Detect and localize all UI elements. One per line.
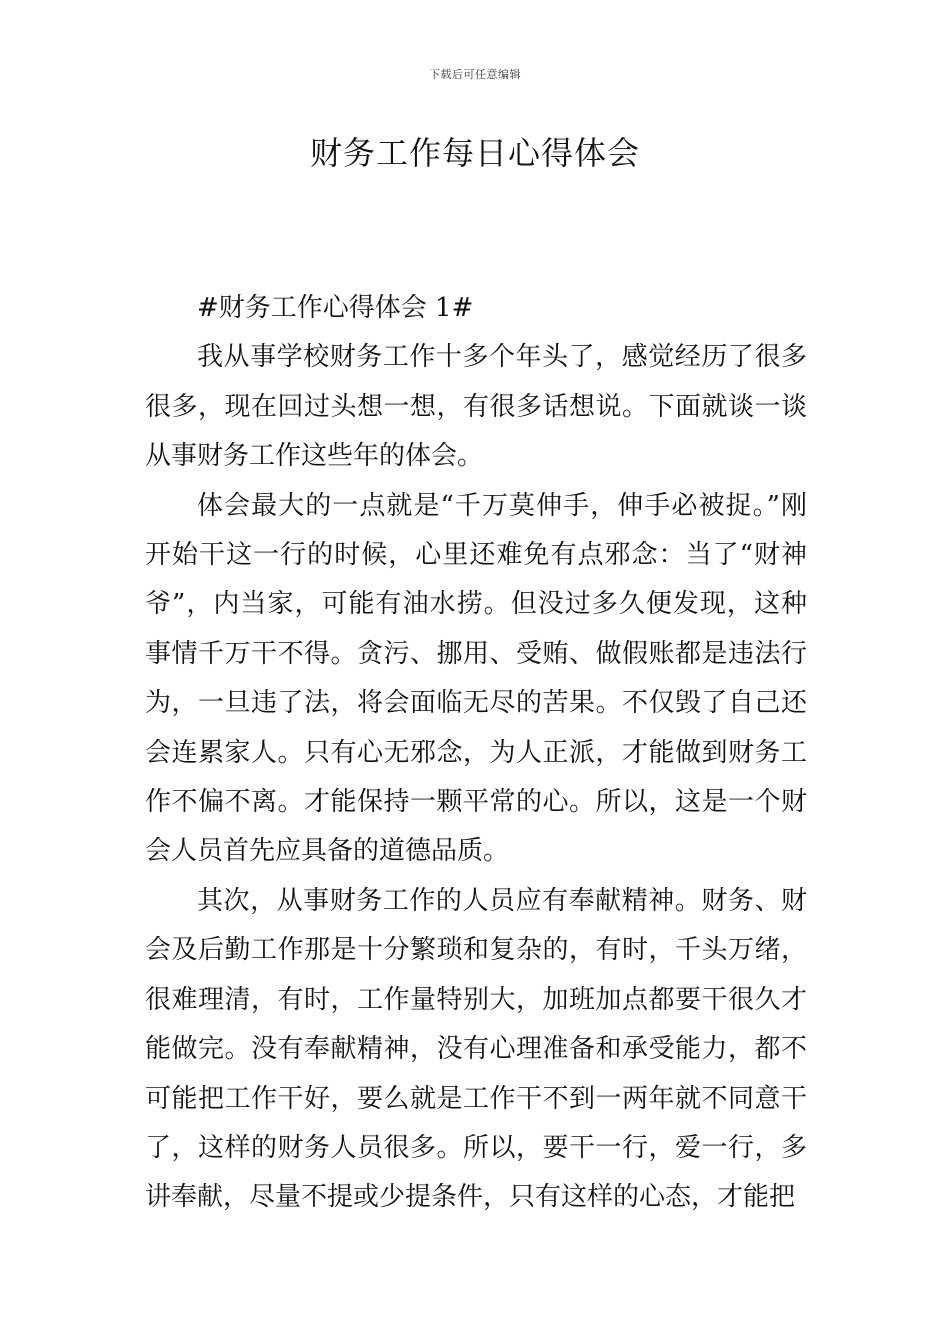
header-note: 下载后可任意编辑 xyxy=(429,68,521,81)
paragraph-3: 其次，从事财务工作的人员应有奉献精神。财务、财会及后勤工作那是十分繁琐和复杂的，有时，千头万绪，很难理清，有时，工作量特别大，加班加点都要干很久才能做完。没有奉献精神，没有心理准备和承受能力，都不可能把工作干好，要么就是工作干不到一两年就不同意干了，这样的财务人员很多。所以，要干一行，爱一行，多讲奉献，尽量不提或少提条件，只有这样的心态，才能把 xyxy=(145,885,807,1213)
document-body xyxy=(145,284,807,1223)
section-heading: #财务工作心得体会 1# xyxy=(197,293,474,323)
paragraph-2: 体会最大的一点就是“千万莫伸手，伸手必被捉。”刚开始干这一行的时候，心里还难免有点邪念：当了“财神爷”，内当家，可能有油水捞。但没过多久便发现，这种事情千万干不得。贪污、挪用、受贿、做假账都是违法行为，一旦违了法，将会面临无尽的苦果。不仅毁了自己还会连累家人。只有心无邪念，为人正派，才能做到财务工作不偏不离。才能保持一颗平常的心。所以，这是一个财会人员首先应具备的道德品质。 xyxy=(145,490,807,867)
document-title: 财务工作每日心得体会 xyxy=(309,134,640,172)
paragraph-1: 我从事学校财务工作十多个年头了，感觉经历了很多很多，现在回过头想一想，有很多话想说。下面就谈一谈从事财务工作这些年的体会。 xyxy=(145,342,807,472)
